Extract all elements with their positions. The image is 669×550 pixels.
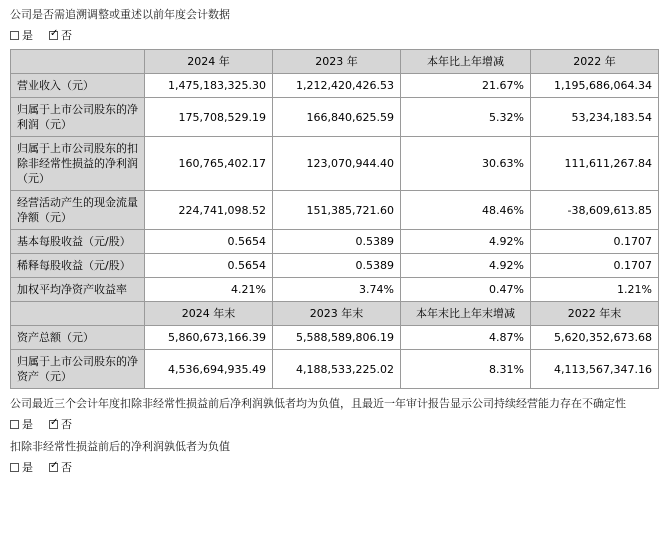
row-value: 0.5389 xyxy=(273,254,401,278)
row-value: 0.5654 xyxy=(145,254,273,278)
checkbox-unchecked-icon[interactable] xyxy=(10,31,19,40)
checkbox-checked-icon[interactable] xyxy=(49,463,58,472)
intro-option-no[interactable] xyxy=(49,27,72,43)
row-value: 111,611,267.84 xyxy=(531,137,659,191)
row-value: 4.92% xyxy=(401,230,531,254)
row-label: 稀释每股收益（元/股） xyxy=(11,254,145,278)
row-value: 4.21% xyxy=(145,278,273,302)
row-value: 5,620,352,673.68 xyxy=(531,326,659,350)
intro-option-yes[interactable] xyxy=(10,27,33,43)
table-header-cell: 2022 年 xyxy=(531,50,659,74)
table-header-cell: 本年比上年增减 xyxy=(401,50,531,74)
table-row xyxy=(11,278,659,302)
row-value: 0.47% xyxy=(401,278,531,302)
note1-option-yes-label: 是 xyxy=(22,418,33,431)
table-row xyxy=(11,254,659,278)
table-header-cell: 2023 年末 xyxy=(273,302,401,326)
row-label: 加权平均净资产收益率 xyxy=(11,278,145,302)
note2-checkbox-group xyxy=(10,459,659,475)
note1-text: 公司最近三个会计年度扣除非经常性损益前后净利润孰低者均为负值，且最近一年审计报告显示公司持续经营能力存在不确定性 xyxy=(10,397,626,410)
row-value: 1,195,686,064.34 xyxy=(531,74,659,98)
note1-option-yes[interactable] xyxy=(10,416,33,432)
row-value: 1,212,420,426.53 xyxy=(273,74,401,98)
intro-option-no-label: 否 xyxy=(61,29,72,42)
row-value: 5.32% xyxy=(401,98,531,137)
row-value: 5,860,673,166.39 xyxy=(145,326,273,350)
note1-option-no-label: 否 xyxy=(61,418,72,431)
row-value: 4,113,567,347.16 xyxy=(531,350,659,389)
row-value: -38,609,613.85 xyxy=(531,191,659,230)
intro-checkbox-group xyxy=(10,27,659,43)
note2-option-yes-label: 是 xyxy=(22,461,33,474)
row-label: 归属于上市公司股东的净利润（元） xyxy=(11,98,145,137)
table-row xyxy=(11,74,659,98)
row-value: 0.5654 xyxy=(145,230,273,254)
row-label: 资产总额（元） xyxy=(11,326,145,350)
note2-option-no[interactable] xyxy=(49,459,72,475)
table-header-row xyxy=(11,50,659,74)
table-header-cell: 2024 年末 xyxy=(145,302,273,326)
row-value: 0.1707 xyxy=(531,254,659,278)
table-row xyxy=(11,230,659,254)
row-value: 4.92% xyxy=(401,254,531,278)
table-header-cell xyxy=(11,50,145,74)
row-label: 归属于上市公司股东的扣除非经常性损益的净利润（元） xyxy=(11,137,145,191)
row-value: 3.74% xyxy=(273,278,401,302)
table-row xyxy=(11,137,659,191)
note2-text: 扣除非经常性损益前后的净利润孰低者为负值 xyxy=(10,440,230,453)
table-row xyxy=(11,326,659,350)
row-value: 1,475,183,325.30 xyxy=(145,74,273,98)
row-value: 4,188,533,225.02 xyxy=(273,350,401,389)
row-value: 8.31% xyxy=(401,350,531,389)
row-value: 53,234,183.54 xyxy=(531,98,659,137)
table-header-row-2 xyxy=(11,302,659,326)
row-label: 归属于上市公司股东的净资产（元） xyxy=(11,350,145,389)
note2-option-yes[interactable] xyxy=(10,459,33,475)
row-value: 160,765,402.17 xyxy=(145,137,273,191)
row-value: 166,840,625.59 xyxy=(273,98,401,137)
note1-option-no[interactable] xyxy=(49,416,72,432)
checkbox-checked-icon[interactable] xyxy=(49,31,58,40)
row-value: 4.87% xyxy=(401,326,531,350)
row-value: 151,385,721.60 xyxy=(273,191,401,230)
checkbox-unchecked-icon[interactable] xyxy=(10,420,19,429)
intro-question: 公司是否需追溯调整或重述以前年度会计数据 xyxy=(10,8,230,21)
row-label: 经营活动产生的现金流量净额（元） xyxy=(11,191,145,230)
checkbox-checked-icon[interactable] xyxy=(49,420,58,429)
financial-summary-table xyxy=(10,49,659,389)
table-header-cell: 2023 年 xyxy=(273,50,401,74)
row-value: 5,588,589,806.19 xyxy=(273,326,401,350)
row-label: 基本每股收益（元/股） xyxy=(11,230,145,254)
table-header-cell: 2022 年末 xyxy=(531,302,659,326)
row-value: 21.67% xyxy=(401,74,531,98)
table-header-cell: 2024 年 xyxy=(145,50,273,74)
checkbox-unchecked-icon[interactable] xyxy=(10,463,19,472)
table-row xyxy=(11,191,659,230)
row-value: 30.63% xyxy=(401,137,531,191)
row-value: 175,708,529.19 xyxy=(145,98,273,137)
row-value: 1.21% xyxy=(531,278,659,302)
table-row xyxy=(11,350,659,389)
row-value: 0.1707 xyxy=(531,230,659,254)
table-header-cell xyxy=(11,302,145,326)
table-header-cell: 本年末比上年末增减 xyxy=(401,302,531,326)
note2-option-no-label: 否 xyxy=(61,461,72,474)
row-value: 0.5389 xyxy=(273,230,401,254)
table-row xyxy=(11,98,659,137)
row-value: 4,536,694,935.49 xyxy=(145,350,273,389)
intro-option-yes-label: 是 xyxy=(22,29,33,42)
row-value: 123,070,944.40 xyxy=(273,137,401,191)
row-value: 48.46% xyxy=(401,191,531,230)
row-label: 营业收入（元） xyxy=(11,74,145,98)
row-value: 224,741,098.52 xyxy=(145,191,273,230)
note1-checkbox-group xyxy=(10,416,659,432)
